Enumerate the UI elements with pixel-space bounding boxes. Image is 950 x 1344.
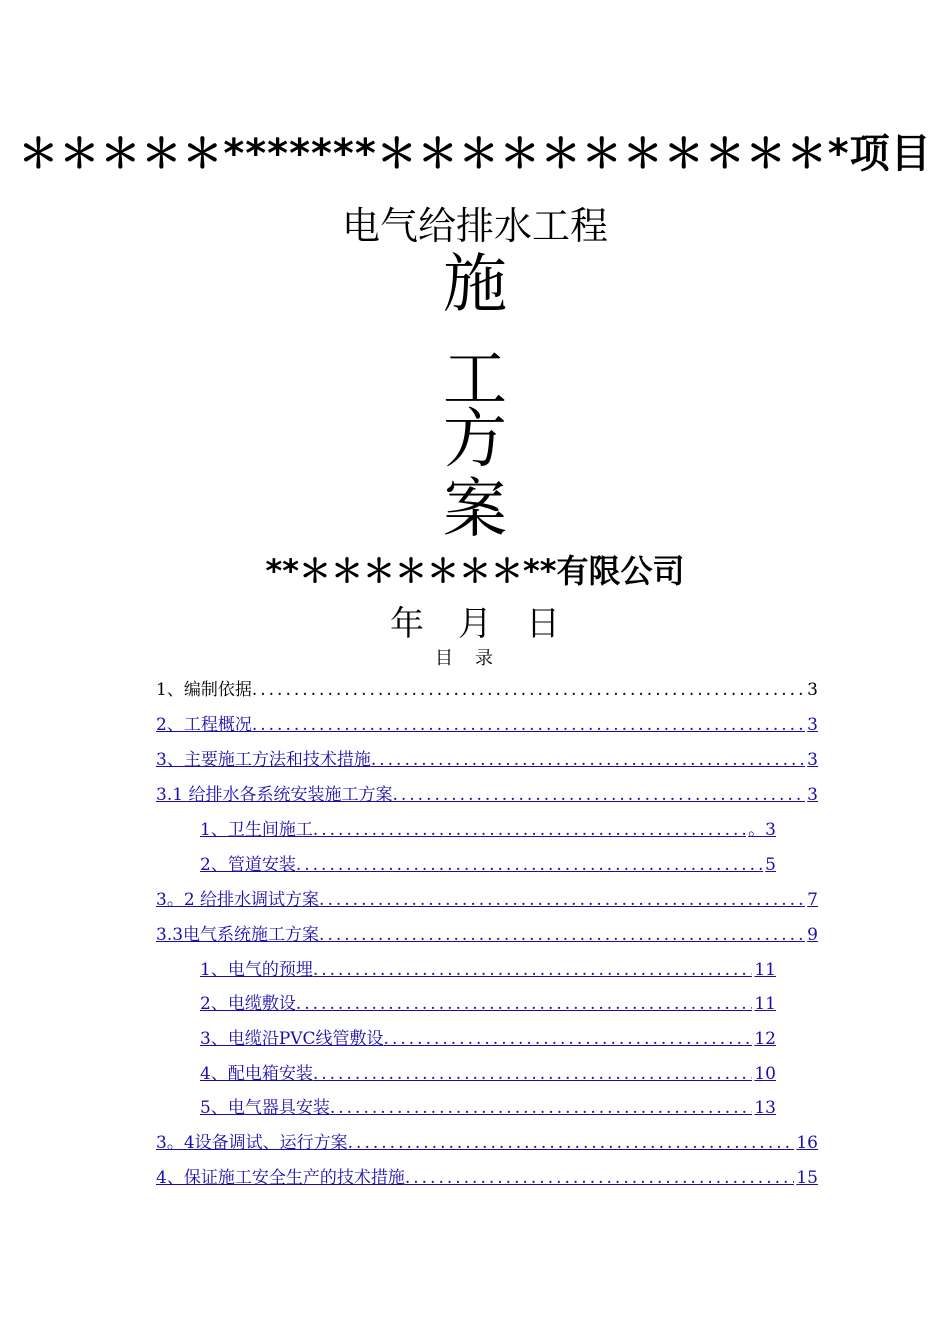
toc-entry[interactable]: 3.3电气系统施工方案 ..... 9 (156, 922, 818, 948)
toc-entry[interactable]: 2、工程概况 ..... 3 (156, 712, 818, 738)
toc-title: 目录 (435, 648, 515, 669)
toc-entry[interactable]: 3、主要施工方法和技术措施 ..... 3 (156, 747, 818, 773)
toc-entry[interactable]: 3。2 给排水调试方案 ..... 7 (156, 887, 818, 913)
project-subtitle: 电气给排水工程 (341, 204, 608, 248)
doc-title-char-2: 工 (443, 343, 507, 417)
toc-entry[interactable]: 1、电气的预埋 ..... 11 (200, 957, 776, 983)
toc-entry[interactable]: 2、管道安装 ..... 5 (200, 852, 776, 878)
toc-entry[interactable]: 2、电缆敷设 ..... 11 (200, 991, 776, 1017)
date-line: 年 月 日 (390, 604, 560, 644)
doc-title-char-4: 案 (443, 473, 507, 547)
toc-entry[interactable]: 3。4设备调试、运行方案 ..... 16 (156, 1130, 818, 1156)
toc-entry: 1、编制依据 ..... 3 (156, 677, 818, 703)
toc-entry[interactable]: 4、配电箱安装 ..... 10 (200, 1061, 776, 1087)
toc-entry[interactable]: 1、卫生间施工 ..... 。3 (200, 817, 776, 843)
company-name: **＊＊＊＊＊＊＊**有限公司 (265, 552, 685, 590)
toc-entry[interactable]: 3.1 给排水各系统安装施工方案 ..... 3 (156, 782, 818, 808)
toc-entry[interactable]: 5、电气器具安装 ..... 13 (200, 1095, 776, 1121)
toc-entry[interactable]: 3、电缆沿PVC线管敷设 ..... 12 (200, 1026, 776, 1052)
toc-entry[interactable]: 4、保证施工安全生产的技术措施 ..... 15 (156, 1165, 818, 1191)
project-title: ＊＊＊＊＊*******＊＊＊＊＊＊＊＊＊＊＊*项目 (18, 131, 932, 177)
doc-title-char-1: 施 (443, 248, 507, 322)
doc-title-char-3: 方 (443, 403, 507, 477)
